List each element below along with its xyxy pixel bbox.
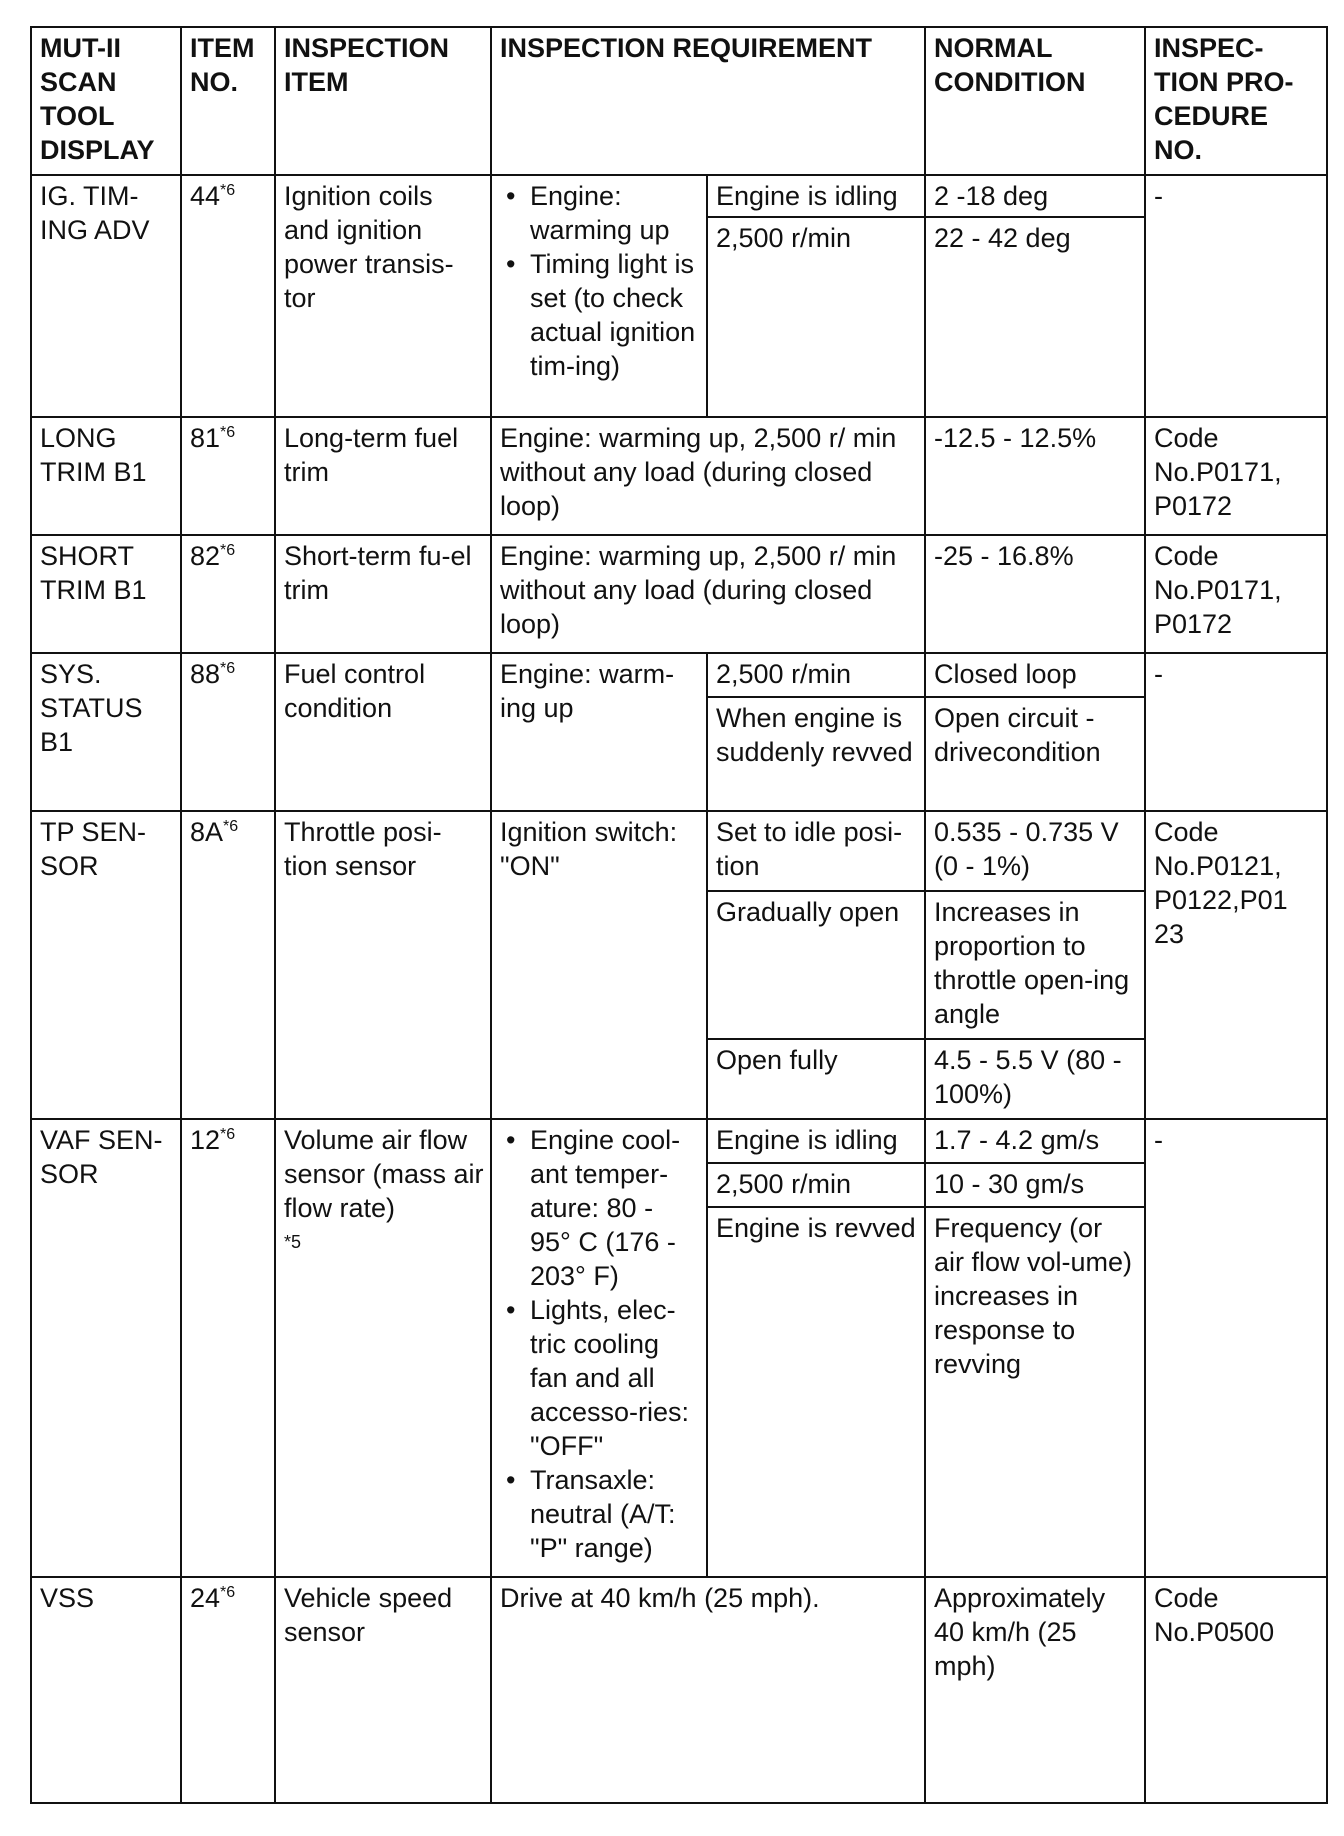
cell-procedure: Code No.P0500	[1145, 1577, 1327, 1803]
item-no-note: *6	[223, 818, 239, 835]
inspection-item-note: *5	[284, 1232, 302, 1252]
table-row	[31, 175, 1327, 217]
item-no-value: 8A	[190, 817, 224, 847]
cell-condition: 2,500 r/min	[707, 1163, 925, 1207]
item-no-value: 24	[190, 1583, 221, 1613]
item-no-note: *6	[220, 424, 236, 441]
cell-normal: Approximately 40 km/h (25 mph)	[925, 1577, 1145, 1803]
cell-condition: Engine is revved	[707, 1207, 925, 1577]
cell-display: TP SEN-SOR	[31, 811, 181, 1119]
cell-item-no	[181, 175, 275, 417]
cell-display: VSS	[31, 1577, 181, 1803]
cell-procedure: -	[1145, 653, 1327, 811]
cell-normal: Increases in proportion to throttle open-ing angle	[925, 891, 1145, 1039]
cell-normal: 2 -18 deg	[925, 175, 1145, 217]
cell-procedure: Code No.P0171, P0172	[1145, 417, 1327, 535]
table-row	[31, 1577, 1327, 1803]
cell-condition: Gradually open	[707, 891, 925, 1039]
cell-inspection-item: Fuel control condition	[275, 653, 491, 811]
table-row	[31, 417, 1327, 535]
cell-inspection-item: Ignition coils and ignition power transis-tor	[275, 175, 491, 417]
cell-procedure: Code No.P0171, P0172	[1145, 535, 1327, 653]
cell-normal: 22 - 42 deg	[925, 217, 1145, 417]
item-no-note: *6	[220, 182, 236, 199]
cell-normal: 4.5 - 5.5 V (80 - 100%)	[925, 1039, 1145, 1119]
item-no-note: *6	[220, 1126, 236, 1143]
cell-display: LONG TRIM B1	[31, 417, 181, 535]
table-row	[31, 535, 1327, 653]
cell-procedure: -	[1145, 1119, 1327, 1577]
cell-requirement	[491, 1119, 707, 1577]
requirement-bullet: • Transaxle: neutral (A/T: "P" range)	[500, 1463, 700, 1565]
item-no-value: 12	[190, 1125, 221, 1155]
cell-normal: Frequency (or air flow vol-ume) increases in response to revving	[925, 1207, 1145, 1577]
cell-item-no	[181, 417, 275, 535]
cell-condition: 2,500 r/min	[707, 217, 925, 417]
cell-item-no	[181, 811, 275, 1119]
requirement-bullet: • Timing light is set (to check actual ignition tim-ing)	[500, 247, 700, 383]
inspection-item-text: Volume air flow sensor (mass air flow rate)	[284, 1125, 484, 1223]
cell-inspection-item: Short-term fu-el trim	[275, 535, 491, 653]
cell-requirement: Engine: warming up, 2,500 r/ min without any load (during closed loop)	[491, 417, 925, 535]
requirement-bullet: • Engine cool-ant temper-ature: 80 - 95° C (176 - 203° F)	[500, 1123, 700, 1293]
cell-inspection-item	[275, 1119, 491, 1577]
cell-condition: Set to idle posi-tion	[707, 811, 925, 891]
cell-inspection-item: Throttle posi-tion sensor	[275, 811, 491, 1119]
item-no-value: 44	[190, 181, 221, 211]
cell-requirement	[491, 175, 707, 417]
cell-item-no	[181, 1119, 275, 1577]
cell-normal: Closed loop	[925, 653, 1145, 697]
cell-normal: 10 - 30 gm/s	[925, 1163, 1145, 1207]
item-no-note: *6	[220, 660, 236, 677]
cell-item-no	[181, 653, 275, 811]
header-item-no: ITEM NO.	[181, 27, 275, 175]
requirement-bullet: • Engine: warming up	[500, 179, 700, 247]
inspection-table	[30, 26, 1328, 1804]
cell-display: IG. TIM-ING ADV	[31, 175, 181, 417]
table-row	[31, 1119, 1327, 1163]
item-no-value: 81	[190, 423, 221, 453]
header-row	[31, 27, 1327, 175]
cell-normal: 1.7 - 4.2 gm/s	[925, 1119, 1145, 1163]
header-normal-condition: NORMAL CONDITION	[925, 27, 1145, 175]
cell-display: VAF SEN-SOR	[31, 1119, 181, 1577]
cell-requirement: Engine: warming up, 2,500 r/ min without any load (during closed loop)	[491, 535, 925, 653]
cell-normal: 0.535 - 0.735 V (0 - 1%)	[925, 811, 1145, 891]
cell-condition: Open fully	[707, 1039, 925, 1119]
cell-condition: When engine is suddenly revved	[707, 697, 925, 811]
cell-display: SYS. STATUS B1	[31, 653, 181, 811]
cell-inspection-item: Vehicle speed sensor	[275, 1577, 491, 1803]
cell-condition: 2,500 r/min	[707, 653, 925, 697]
header-display: MUT-II SCAN TOOL DISPLAY	[31, 27, 181, 175]
cell-normal: -25 - 16.8%	[925, 535, 1145, 653]
cell-display: SHORT TRIM B1	[31, 535, 181, 653]
cell-procedure: -	[1145, 175, 1327, 417]
table-row	[31, 653, 1327, 697]
requirement-bullet: • Lights, elec-tric cooling fan and all accesso-ries: "OFF"	[500, 1293, 700, 1463]
cell-normal: Open circuit - drivecondition	[925, 697, 1145, 811]
cell-item-no	[181, 535, 275, 653]
item-no-value: 88	[190, 659, 221, 689]
cell-requirement: Ignition switch: "ON"	[491, 811, 707, 1119]
item-no-note: *6	[220, 542, 236, 559]
cell-requirement: Drive at 40 km/h (25 mph).	[491, 1577, 925, 1803]
cell-item-no	[181, 1577, 275, 1803]
cell-requirement: Engine: warm-ing up	[491, 653, 707, 811]
item-no-value: 82	[190, 541, 221, 571]
cell-condition: Engine is idling	[707, 175, 925, 217]
header-inspection-item: INSPECTION ITEM	[275, 27, 491, 175]
table-row	[31, 811, 1327, 891]
cell-condition: Engine is idling	[707, 1119, 925, 1163]
cell-normal: -12.5 - 12.5%	[925, 417, 1145, 535]
cell-inspection-item: Long-term fuel trim	[275, 417, 491, 535]
header-requirement: INSPECTION REQUIREMENT	[491, 27, 925, 175]
header-procedure: INSPEC-TION PRO-CEDURE NO.	[1145, 27, 1327, 175]
item-no-note: *6	[220, 1584, 236, 1601]
cell-procedure: Code No.P0121, P0122,P01 23	[1145, 811, 1327, 1119]
